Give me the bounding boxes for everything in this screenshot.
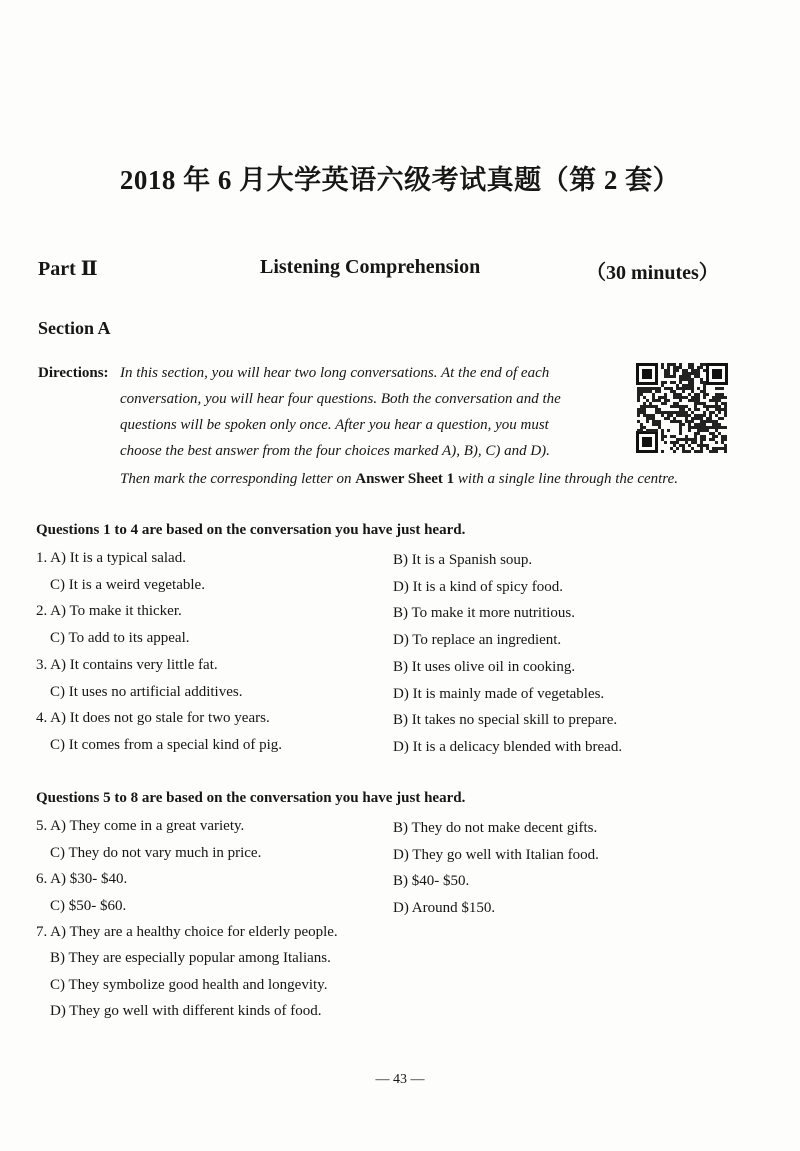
question-group-heading: Questions 5 to 8 are based on the conversation you have just heard. [36, 790, 466, 806]
option-3a: 3. A) It contains very little fat. [36, 657, 218, 673]
option-3b: B) It uses olive oil in cooking. [393, 659, 576, 675]
option-3c: C) It uses no artificial additives. [50, 684, 243, 700]
page-number: — 43 — [375, 1072, 425, 1087]
answer-sheet-label: Answer Sheet 1 [355, 471, 455, 487]
section-title: Section A [38, 318, 111, 338]
option-6d: D) Around $150. [393, 900, 496, 916]
option-7a: 7. A) They are a healthy choice for elderly people. [36, 924, 338, 940]
directions-line: choose the best answer from the four choices marked A), B), C) and D). [120, 443, 550, 459]
option-2a: 2. A) To make it thicker. [36, 603, 182, 619]
option-2b: B) To make it more nutritious. [393, 605, 575, 621]
directions-line: conversation, you will hear four questions. Both the conversation and the [120, 391, 561, 407]
exam-title: 2018 年 6 月大学英语六级考试真题（第 2 套） [119, 165, 681, 195]
option-1b: B) It is a Spanish soup. [393, 552, 533, 568]
directions-text: Then mark the corresponding letter on [120, 471, 356, 487]
part-title: Listening Comprehension [260, 256, 481, 278]
option-1c: C) It is a weird vegetable. [50, 577, 205, 593]
option-6c: C) $50- $60. [50, 898, 127, 914]
part-number: Part Ⅱ [38, 258, 98, 280]
part-header [38, 256, 728, 288]
option-5d: D) They go well with Italian food. [393, 847, 599, 863]
question-group-heading: Questions 1 to 4 are based on the conversation you have just heard. [36, 522, 466, 538]
option-7d: D) They go well with different kinds of food. [50, 1003, 322, 1019]
option-2d: D) To replace an ingredient. [393, 632, 562, 648]
option-2c: C) To add to its appeal. [50, 630, 190, 646]
option-4c: C) It comes from a special kind of pig. [50, 737, 283, 753]
directions-line: In this section, you will hear two long conversations. At the end of each [120, 365, 550, 381]
directions-label: Directions: [38, 365, 109, 381]
qr-code-icon [636, 363, 728, 453]
option-1a: 1. A) It is a typical salad. [36, 550, 186, 566]
option-7b: B) They are especially popular among Italians. [50, 950, 331, 966]
option-3d: D) It is mainly made of vegetables. [393, 686, 605, 702]
directions-text: with a single line through the centre. [454, 471, 678, 487]
directions-line: questions will be spoken only once. After you hear a question, you must [120, 417, 549, 433]
option-4a: 4. A) It does not go stale for two years. [36, 710, 270, 726]
option-5a: 5. A) They come in a great variety. [36, 818, 245, 834]
option-7c: C) They symbolize good health and longevity. [50, 977, 328, 993]
option-4b: B) It takes no special skill to prepare. [393, 712, 618, 728]
option-5c: C) They do not vary much in price. [50, 845, 262, 861]
option-6b: B) $40- $50. [393, 873, 470, 889]
part-time: （30 minutes） [586, 262, 719, 284]
option-5b: B) They do not make decent gifts. [393, 820, 598, 836]
option-4d: D) It is a delicacy blended with bread. [393, 739, 623, 755]
option-1d: D) It is a kind of spicy food. [393, 579, 563, 595]
directions-line-last [120, 466, 678, 492]
option-6a: 6. A) $30- $40. [36, 871, 128, 887]
